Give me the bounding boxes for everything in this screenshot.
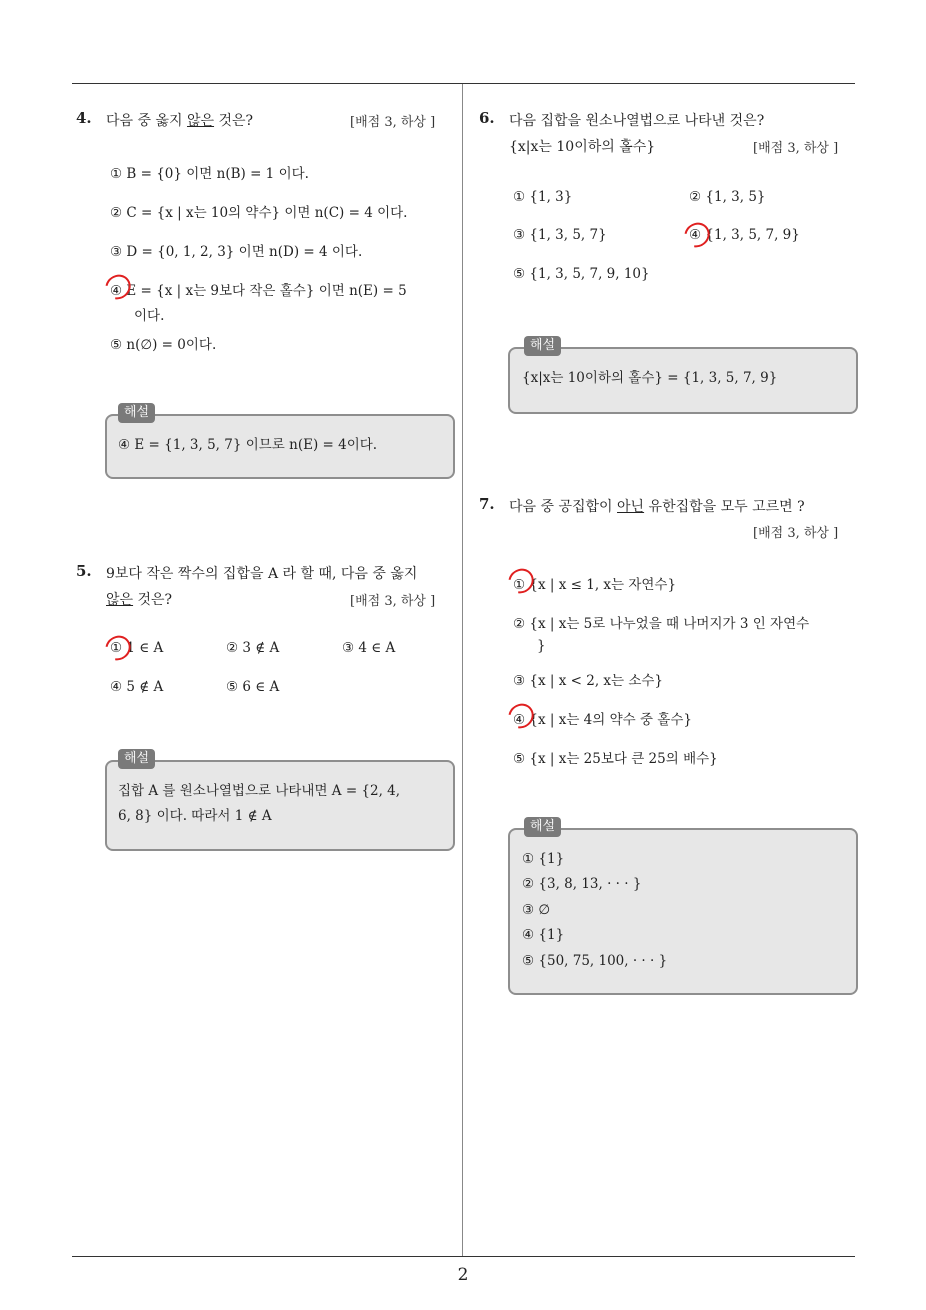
q4-question: 다음 중 옳지 않은 것은? <box>106 113 254 129</box>
q5-option-4[interactable]: ④ 5 ∉ A <box>110 679 164 695</box>
answer-mark-icon <box>100 270 135 305</box>
q6-question: 다음 집합을 원소나열법으로 나타낸 것은? <box>509 113 765 129</box>
q7-option-5[interactable]: ⑤ {x | x는 25보다 큰 25의 배수} <box>513 751 718 767</box>
q5-option-2[interactable]: ② 3 ∉ A <box>226 640 280 656</box>
q4-option-5[interactable]: ⑤ n(∅) = 0이다. <box>110 337 217 353</box>
answer-mark-icon <box>679 218 714 253</box>
q4-number: 4. <box>76 109 92 127</box>
q6-option-5[interactable]: ⑤ {1, 3, 5, 7, 9, 10} <box>513 266 650 282</box>
q7-option-3[interactable]: ③ {x | x < 2, x는 소수} <box>513 673 664 689</box>
q7-question: 다음 중 공집합이 아닌 유한집합을 모두 고르면 ? <box>509 499 805 515</box>
q6-option-1[interactable]: ① {1, 3} <box>513 189 573 205</box>
q7-explanation-line-5: ⑤ {50, 75, 100, · · · } <box>522 953 668 969</box>
answer-mark-icon <box>503 564 538 599</box>
q7-meta: [배점 3, 하상 ] <box>753 526 839 541</box>
q6-number: 6. <box>479 109 495 127</box>
answer-mark-icon <box>100 631 135 666</box>
q6-explanation-text: {x|x는 10이하의 홀수} = {1, 3, 5, 7, 9} <box>522 370 778 386</box>
q7-option-4[interactable]: ④ {x | x는 4의 약수 중 홀수} <box>513 712 692 728</box>
q5-explanation-tag: 해설 <box>118 749 155 769</box>
q7-option-2[interactable]: ② {x | x는 5로 나누었을 때 나머지가 3 인 자연수 <box>513 616 810 632</box>
q5-question-line2: 않은 것은? <box>106 592 173 608</box>
q5-option-5[interactable]: ⑤ 6 ∈ A <box>226 679 280 695</box>
q7-explanation-line-4: ④ {1} <box>522 927 565 943</box>
q4-option-4[interactable]: ④ E = {x | x는 9보다 작은 홀수} 이면 n(E) = 5 <box>110 283 407 299</box>
q4-explanation-tag: 해설 <box>118 403 155 423</box>
q7-option-2-cont: } <box>537 638 546 654</box>
q4-explanation-text: ④ E = {1, 3, 5, 7} 이므로 n(E) = 4이다. <box>118 437 378 453</box>
q6-option-3[interactable]: ③ {1, 3, 5, 7} <box>513 227 607 243</box>
answer-mark-icon <box>503 699 538 734</box>
q7-explanation-line-2: ② {3, 8, 13, · · · } <box>522 876 642 892</box>
q6-option-4[interactable]: ④ {1, 3, 5, 7, 9} <box>689 227 800 243</box>
q6-explanation-tag: 해설 <box>524 336 561 356</box>
top-rule <box>72 83 855 84</box>
q7-explanation-tag: 해설 <box>524 817 561 837</box>
q6-set: {x|x는 10이하의 홀수} <box>509 139 656 155</box>
q6-meta: [배점 3, 하상 ] <box>753 141 839 156</box>
q4-option-2[interactable]: ② C = {x | x는 10의 약수} 이면 n(C) = 4 이다. <box>110 205 408 221</box>
q5-option-3[interactable]: ③ 4 ∈ A <box>342 640 396 656</box>
q5-question-line1: 9보다 작은 짝수의 집합을 A 라 할 때, 다음 중 옳지 <box>106 566 418 582</box>
bottom-rule <box>72 1256 855 1257</box>
page-number: 2 <box>457 1265 469 1285</box>
q5-explanation-line2: 6, 8} 이다. 따라서 1 ∉ A <box>118 808 272 824</box>
q7-explanation-line-3: ③ ∅ <box>522 902 551 918</box>
q7-number: 7. <box>479 495 495 513</box>
q4-option-4-cont: 이다. <box>134 308 165 324</box>
q4-meta: [배점 3, 하상 ] <box>350 115 436 130</box>
column-divider <box>462 84 463 1257</box>
q5-option-1[interactable]: ① 1 ∈ A <box>110 640 164 656</box>
q7-explanation-line-1: ① {1} <box>522 851 565 867</box>
q5-meta: [배점 3, 하상 ] <box>350 594 436 609</box>
q4-option-3[interactable]: ③ D = {0, 1, 2, 3} 이면 n(D) = 4 이다. <box>110 244 363 260</box>
q7-option-1[interactable]: ① {x | x ≤ 1, x는 자연수} <box>513 577 677 593</box>
q5-number: 5. <box>76 562 92 580</box>
q4-option-1[interactable]: ① B = {0} 이면 n(B) = 1 이다. <box>110 166 309 182</box>
q5-explanation-line1: 집합 A 를 원소나열법으로 나타내면 A = {2, 4, <box>118 783 401 799</box>
q6-option-2[interactable]: ② {1, 3, 5} <box>689 189 766 205</box>
